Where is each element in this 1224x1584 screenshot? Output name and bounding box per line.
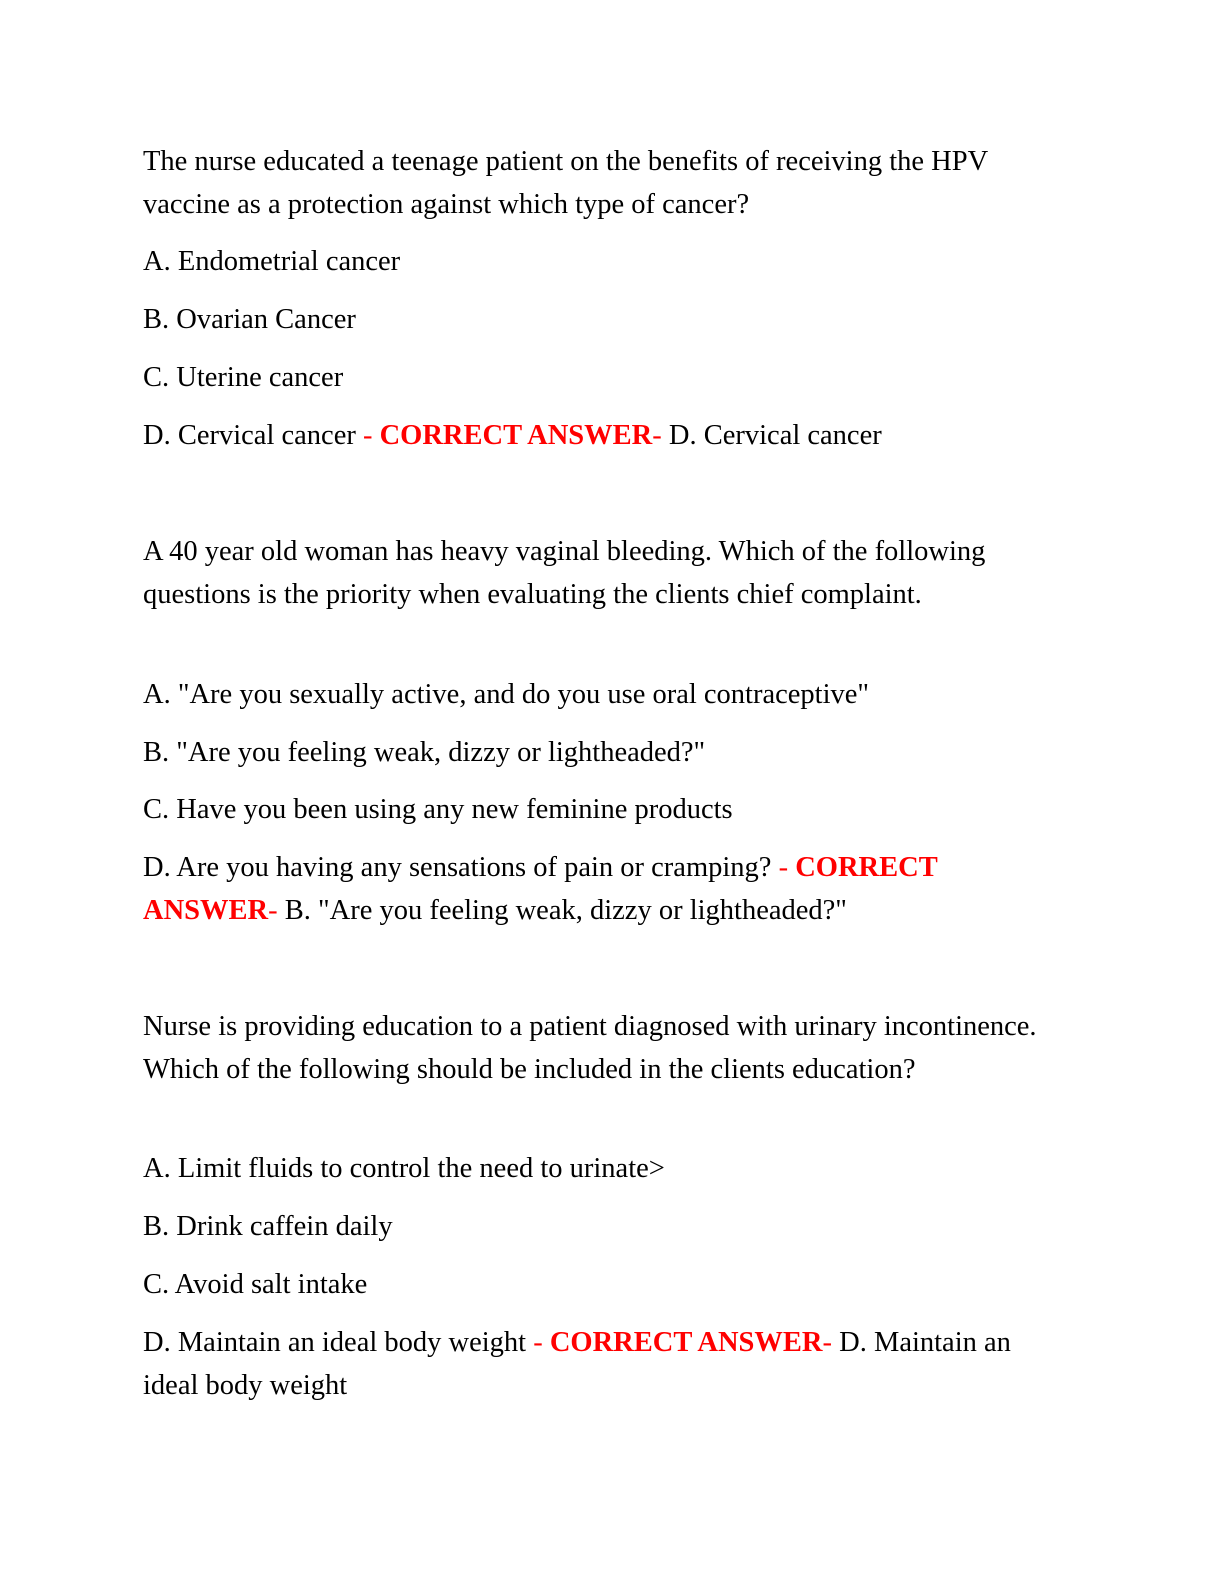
question-1-option-c: C. Uterine cancer bbox=[143, 362, 344, 393]
question-1-option-a: A. Endometrial cancer bbox=[143, 246, 401, 277]
answer-dash: - bbox=[526, 1327, 550, 1358]
question-2-option-d-with-answer bbox=[143, 847, 1043, 932]
question-2-stem: A 40 year old woman has heavy vaginal bleeding. Which of the following questions is the priority when evaluating the clients chief complaint. bbox=[143, 536, 986, 610]
question-3-stem: Nurse is providing education to a patient diagnosed with urinary incontinence. Which of the following should be included in the clients education? bbox=[143, 1011, 1037, 1085]
question-3-option-b: B. Drink caffein daily bbox=[143, 1211, 393, 1242]
question-1-answer: D. Cervical cancer bbox=[668, 420, 882, 451]
question-3-option-c: C. Avoid salt intake bbox=[143, 1269, 368, 1300]
question-1-option-d: D. Cervical cancer bbox=[143, 420, 356, 451]
question-1-stem: The nurse educated a teenage patient on the benefits of receiving the HPV vaccine as a protection against which type of cancer? bbox=[143, 146, 988, 220]
question-3-option-d-with-answer bbox=[143, 1322, 1043, 1407]
question-3-answer: D. Maintain an ideal body weight bbox=[143, 1327, 1011, 1401]
question-3-option-a: A. Limit fluids to control the need to urinate> bbox=[143, 1153, 665, 1184]
correct-answer-label: CORRECT ANSWER bbox=[549, 1327, 823, 1358]
question-1-option-b: B. Ovarian Cancer bbox=[143, 304, 356, 335]
question-2-option-d: D. Are you having any sensations of pain or cramping? bbox=[143, 852, 772, 883]
question-3-option-d: D. Maintain an ideal body weight bbox=[143, 1327, 527, 1358]
question-2-answer: B. "Are you feeling weak, dizzy or lightheaded?" bbox=[284, 894, 847, 926]
correct-answer-label: CORRECT ANSWER bbox=[143, 852, 938, 926]
question-2-option-c: C. Have you been using any new feminine products bbox=[143, 794, 733, 825]
answer-dash: - bbox=[771, 852, 796, 883]
answer-dash: - bbox=[652, 420, 669, 451]
question-2-option-a: A. "Are you sexually active, and do you use oral contraceptive" bbox=[143, 679, 870, 710]
answer-dash: - bbox=[355, 420, 380, 451]
question-1-option-d-with-answer bbox=[143, 415, 1043, 458]
correct-answer-label: CORRECT ANSWER bbox=[379, 420, 653, 451]
answer-dash: - bbox=[822, 1327, 840, 1358]
question-2-option-b: B. "Are you feeling weak, dizzy or lightheaded?" bbox=[143, 737, 706, 768]
answer-dash: - bbox=[268, 894, 285, 926]
